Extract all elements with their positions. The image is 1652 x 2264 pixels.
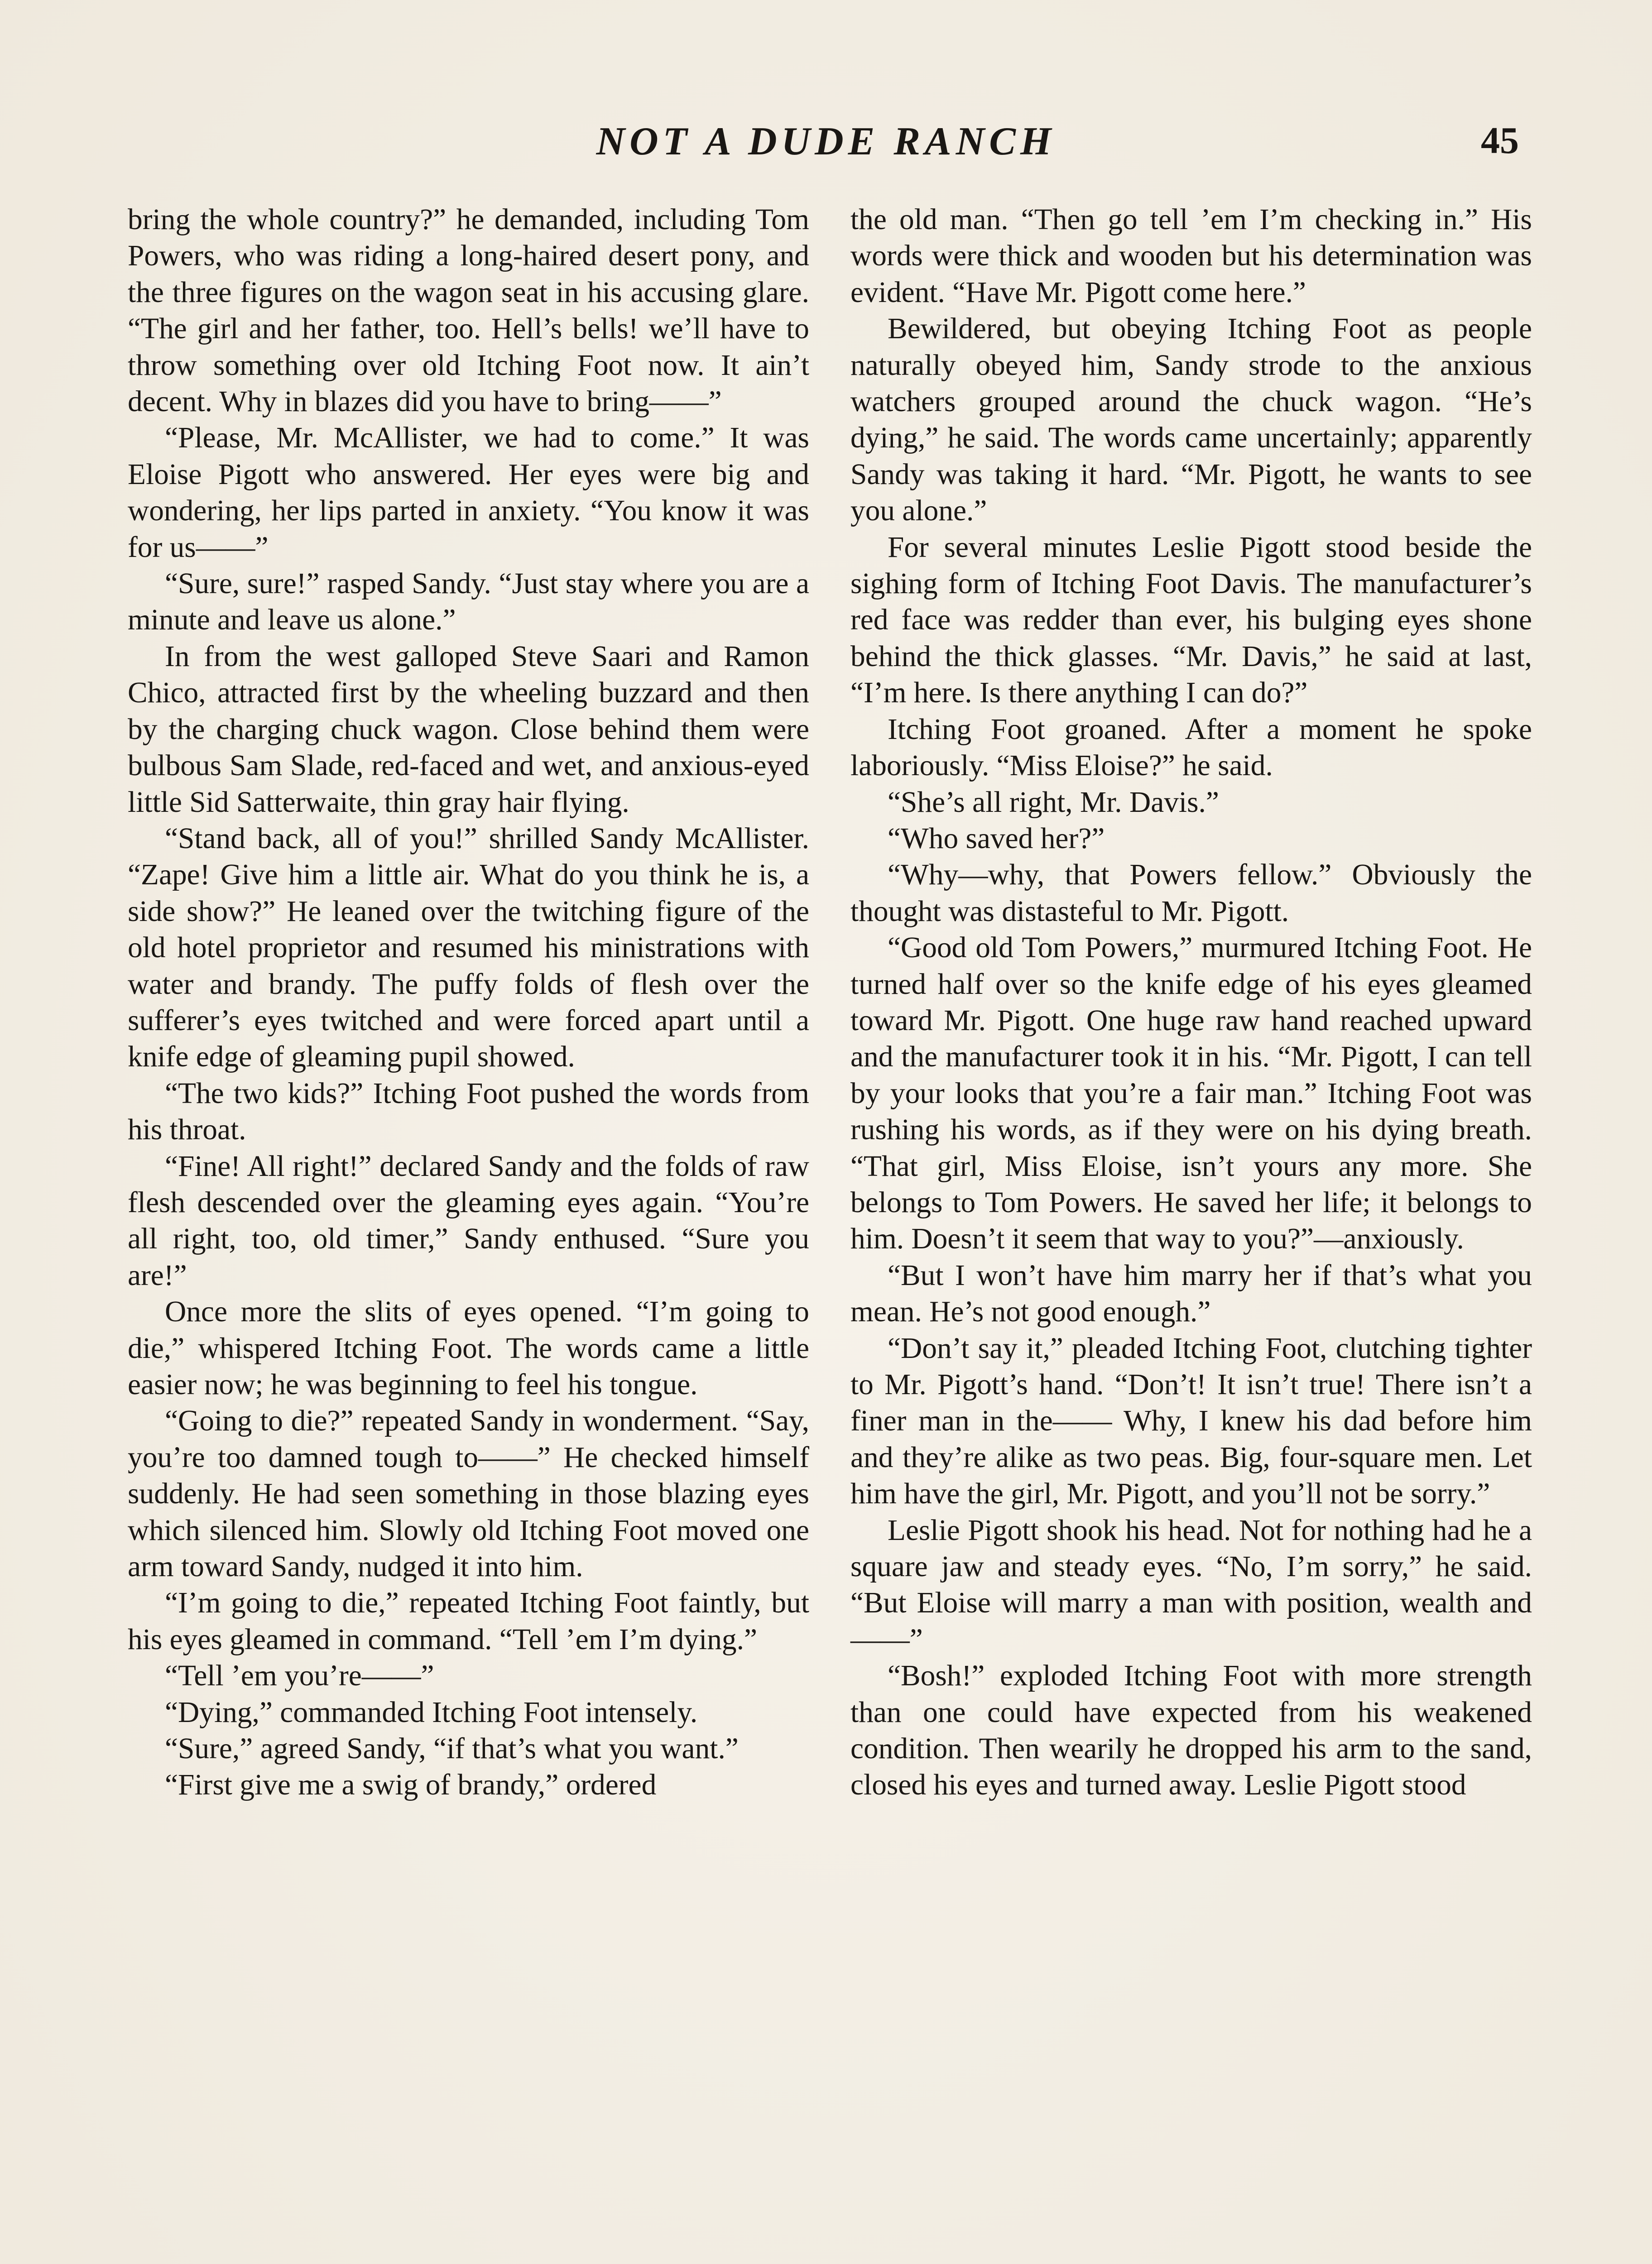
paragraph: Once more the slits of eyes opened. “I’m going to die,” whispered Itching Foot. The words came a little easier now; he was beginning to feel his tongue. xyxy=(128,1295,809,1401)
paragraph: “First give me a swig of brandy,” ordered xyxy=(165,1769,657,1802)
paragraph: “Sure,” agreed Sandy, “if that’s what you want.” xyxy=(165,1732,739,1765)
running-title: NOT A DUDE RANCH xyxy=(596,120,1056,163)
paragraph: “Who saved her?” xyxy=(888,822,1105,855)
paragraph: “Fine! All right!” declared Sandy and the folds of raw flesh descended over the gleaming eyes again. “You’re all right, too, old timer,” Sandy enthused. “Sure you are!” xyxy=(128,1150,809,1292)
paragraph: “Going to die?” repeated Sandy in wonderment. “Say, you’re too damned tough to——” He checked himself suddenly. He had seen something in those blazing eyes which silenced him. Slowly old Itching Foot moved one arm toward Sandy, nudged it into him. xyxy=(128,1405,809,1583)
paragraph: the old man. “Then go tell ’em I’m checking in.” His words were thick and wooden but his determination was evident. “Have Mr. Pigott come here.” xyxy=(850,203,1532,309)
text-column-left xyxy=(128,201,809,2264)
paragraph: “Dying,” commanded Itching Foot intensely. xyxy=(165,1696,698,1729)
paragraph: For several minutes Leslie Pigott stood beside the sighing form of Itching Foot Davis. The manufacturer’s red face was redder than ever, his bulging eyes shone behind the thick glasses. “Mr. Davis,” he said at last, “I’m here. Is there anything I can do?” xyxy=(850,531,1532,710)
paragraph: “The two kids?” Itching Foot pushed the words from his throat. xyxy=(128,1077,809,1146)
paragraph: Leslie Pigott shook his head. Not for nothing had he a square jaw and steady eyes. “No, I’m sorry,” he said. “But Eloise will marry a man with position, wealth and——” xyxy=(850,1514,1532,1656)
paragraph: “Why—why, that Powers fellow.” Obviously the thought was distasteful to Mr. Pigott. xyxy=(850,859,1532,928)
paragraph: “I’m going to die,” repeated Itching Foot faintly, but his eyes gleamed in command. “Tell ’em I’m dying.” xyxy=(128,1587,809,1656)
paragraph: Bewildered, but obeying Itching Foot as people naturally obeyed him, Sandy strode to the anxious watchers grouped around the chuck wagon. “He’s dying,” he said. The words came uncertainly; apparently Sandy was taking it hard. “Mr. Pigott, he wants to see you alone.” xyxy=(850,312,1532,528)
paragraph: bring the whole country?” he demanded, including Tom Powers, who was riding a long-haired desert pony, and the three figures on the wagon seat in his accusing glare. “The girl and her father, too. Hell’s bells! we’ll have to throw something over old Itching Foot now. It ain’t decent. Why in blazes did you have to bring——” xyxy=(128,203,809,418)
paragraph: Itching Foot groaned. After a moment he spoke laboriously. “Miss Eloise?” he said. xyxy=(850,713,1532,782)
paragraph: “Tell ’em you’re——” xyxy=(165,1660,434,1693)
paragraph: “Stand back, all of you!” shrilled Sandy McAllister. “Zape! Give him a little air. What do you think he is, a side show?” He leaned over the twitching figure of the old hotel proprietor and resumed his ministrations with water and brandy. The puffy folds of flesh over the sufferer’s eyes twitched and were forced apart until a knife edge of gleaming pupil showed. xyxy=(128,822,809,1074)
paragraph: “Please, Mr. McAllister, we had to come.” It was Eloise Pigott who answered. Her eyes were big and wondering, her lips parted in anxiety. “You know it was for us——” xyxy=(128,422,809,564)
paragraph: “Bosh!” exploded Itching Foot with more strength than one could have expected from his weakened condition. Then wearily he dropped his arm to the sand, closed his eyes and turned away. Leslie Pigott stood xyxy=(850,1660,1532,1802)
text-column-right xyxy=(850,201,1532,2264)
paragraph: “Don’t say it,” pleaded Itching Foot, clutching tighter to Mr. Pigott’s hand. “Don’t! It isn’t true! There isn’t a finer man in the—— Why, I knew his dad before him and they’re alike as two peas. Big, four-square men. Let him have the girl, Mr. Pigott, and you’ll not be sorry.” xyxy=(850,1332,1532,1511)
paragraph: “Good old Tom Powers,” murmured Itching Foot. He turned half over so the knife edge of his eyes gleamed toward Mr. Pigott. One huge raw hand reached upward and the manufacturer took it in his. “Mr. Pigott, I can tell by your looks that you’re a fair man.” Itching Foot was rushing his words, as if they were on his dying breath. “That girl, Miss Eloise, isn’t yours any more. She belongs to Tom Powers. He saved her life; it belongs to him. Doesn’t it seem that way to you?”—anxiously. xyxy=(850,931,1532,1256)
page-number: 45 xyxy=(1481,120,1519,162)
paragraph: In from the west galloped Steve Saari and Ramon Chico, attracted first by the wheeling buzzard and then by the charging chuck wagon. Close behind them were bulbous Sam Slade, red-faced and wet, and anxious-eyed little Sid Satterwaite, thin gray hair flying. xyxy=(128,640,809,819)
paragraph: “She’s all right, Mr. Davis.” xyxy=(888,786,1219,819)
paragraph: “Sure, sure!” rasped Sandy. “Just stay where you are a minute and leave us alone.” xyxy=(128,567,809,637)
paragraph: “But I won’t have him marry her if that’s what you mean. He’s not good enough.” xyxy=(850,1259,1532,1329)
